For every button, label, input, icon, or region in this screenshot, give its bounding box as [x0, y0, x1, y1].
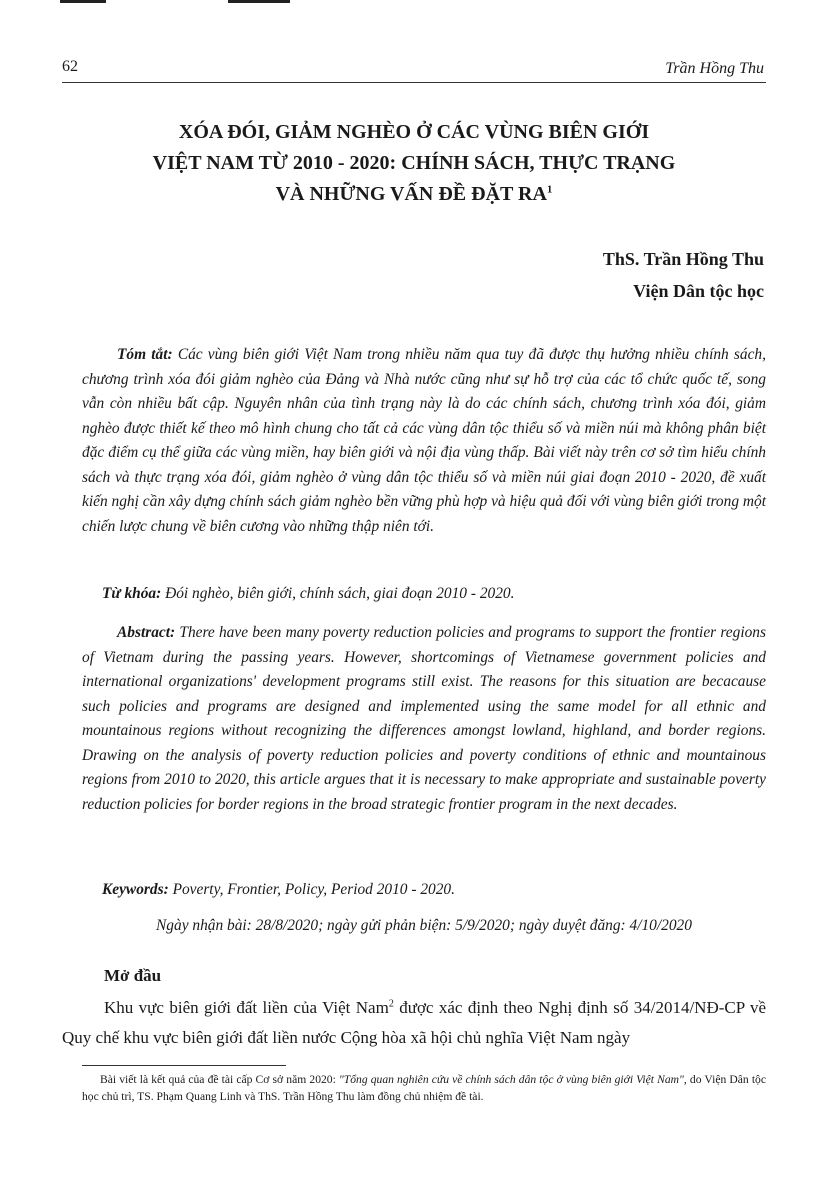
body-text-start: Khu vực biên giới đất liền của Việt Nam — [104, 998, 389, 1017]
footnote-text-end: , do Viện Dân tộc học chủ trì, TS. Phạm Quang Linh và ThS. Trần Hồng Thu làm đồng chủ nhiệm đề tài. — [82, 1073, 766, 1103]
page-number: 62 — [62, 58, 78, 75]
scan-edge-mark — [60, 0, 106, 3]
vietnamese-keywords — [82, 582, 766, 607]
submission-dates: Ngày nhận bài: 28/8/2020; ngày gửi phản biện: 5/9/2020; ngày duyệt đăng: 4/10/2020 — [156, 917, 692, 934]
keywords-en-text: Poverty, Frontier, Policy, Period 2010 - 2020. — [172, 881, 455, 898]
title-line-3-text: VÀ NHỮNG VẤN ĐỀ ĐẶT RA — [275, 183, 547, 205]
running-head: Trần Hồng Thu — [665, 60, 764, 77]
footnote-1 — [82, 1071, 766, 1105]
keywords-vi-text: Đói nghèo, biên giới, chính sách, giai đoạn 2010 - 2020. — [165, 585, 515, 602]
title-line-3 — [62, 179, 766, 210]
english-keywords — [82, 878, 766, 903]
abstract-text: There have been many poverty reduction policies and programs to support the frontier regions of Vietnam during the passing years. However, shortcomings of Vietnamese government policies and international organizations' development programs still exist. The reasons for this situation are becacause such policies and programs are designed and implemented using the same model for all ethnic and mountainous regions without recognizing the differences amongst lowland, highland, and border regions. Drawing on the analysis of poverty reduction policies and poverty conditions of ethnic and mountainous regions from 2010 to 2020, this article argues that it is necessary to make appropriate and sustainable poverty reduction policies for border regions in the broad strategic frontier program in the next decades. — [82, 624, 766, 813]
scan-edge-mark — [228, 0, 290, 3]
title-line-2: VIỆT NAM TỪ 2010 - 2020: CHÍNH SÁCH, THỰC TRẠNG — [152, 152, 676, 174]
title-line-1: XÓA ĐÓI, GIẢM NGHÈO Ở CÁC VÙNG BIÊN GIỚI — [178, 121, 650, 143]
abstract-label: Abstract: — [117, 624, 176, 641]
keywords-vi-label: Từ khóa: — [102, 585, 162, 602]
title-footnote-marker[interactable]: 1 — [546, 183, 553, 196]
summary-label: Tóm tắt: — [117, 346, 173, 363]
english-abstract — [82, 621, 766, 817]
author-affiliation: Viện Dân tộc học — [633, 281, 764, 301]
body-paragraph — [62, 993, 766, 1053]
summary-text: Các vùng biên giới Việt Nam trong nhiều năm qua tuy đã được thụ hưởng nhiều chính sách, chương trình xóa đói giảm nghèo của Đảng và Nhà nước cũng như sự hỗ trợ của các tổ chức quốc tế, song vẫn còn nhiều bất cập. Nguyên nhân của tình trạng này là do các chính sách, chương trình xóa đói, giảm nghèo được thiết kế theo mô hình chung cho tất cả các vùng dân tộc thiểu số và miền núi mà không phân biệt đặc điểm cụ thể giữa các vùng miền, hay biên giới và nội địa vùng thấp. Bài viết này trên cơ sở tìm hiểu chính sách và thực trạng xóa đói, giảm nghèo ở vùng dân tộc thiểu số và miền núi giai đoạn 2010 - 2020, đề xuất kiến nghị cần xây dựng chính sách giảm nghèo bền vững phù hợp và hiệu quả đối với vùng biên giới trong một chiến lược chung về biên cương vào những thập niên tới. — [82, 346, 766, 535]
author-block — [603, 243, 764, 307]
vietnamese-summary — [82, 343, 766, 539]
section-heading-introduction: Mở đầu — [104, 966, 162, 985]
article-title — [62, 117, 766, 210]
body-text-continued: được xác định theo Nghị định số 34/2014/NĐ-CP về Quy chế khu vực biên giới đất liền nước Cộng hòa xã hội chủ nghĩa Việt Nam ngày — [62, 998, 767, 1047]
keywords-en-label: Keywords: — [102, 881, 169, 898]
body-footnote-marker[interactable]: 2 — [388, 998, 394, 1010]
footnote-text-start: Bài viết là kết quả của đề tài cấp Cơ sở năm 2020: — [100, 1073, 339, 1086]
footnote-rule — [82, 1065, 286, 1066]
footnote-project-title: "Tổng quan nghiên cứu về chính sách dân tộc ở vùng biên giới Việt Nam" — [338, 1073, 684, 1086]
header-rule — [62, 82, 766, 83]
author-name: ThS. Trần Hồng Thu — [602, 249, 764, 269]
